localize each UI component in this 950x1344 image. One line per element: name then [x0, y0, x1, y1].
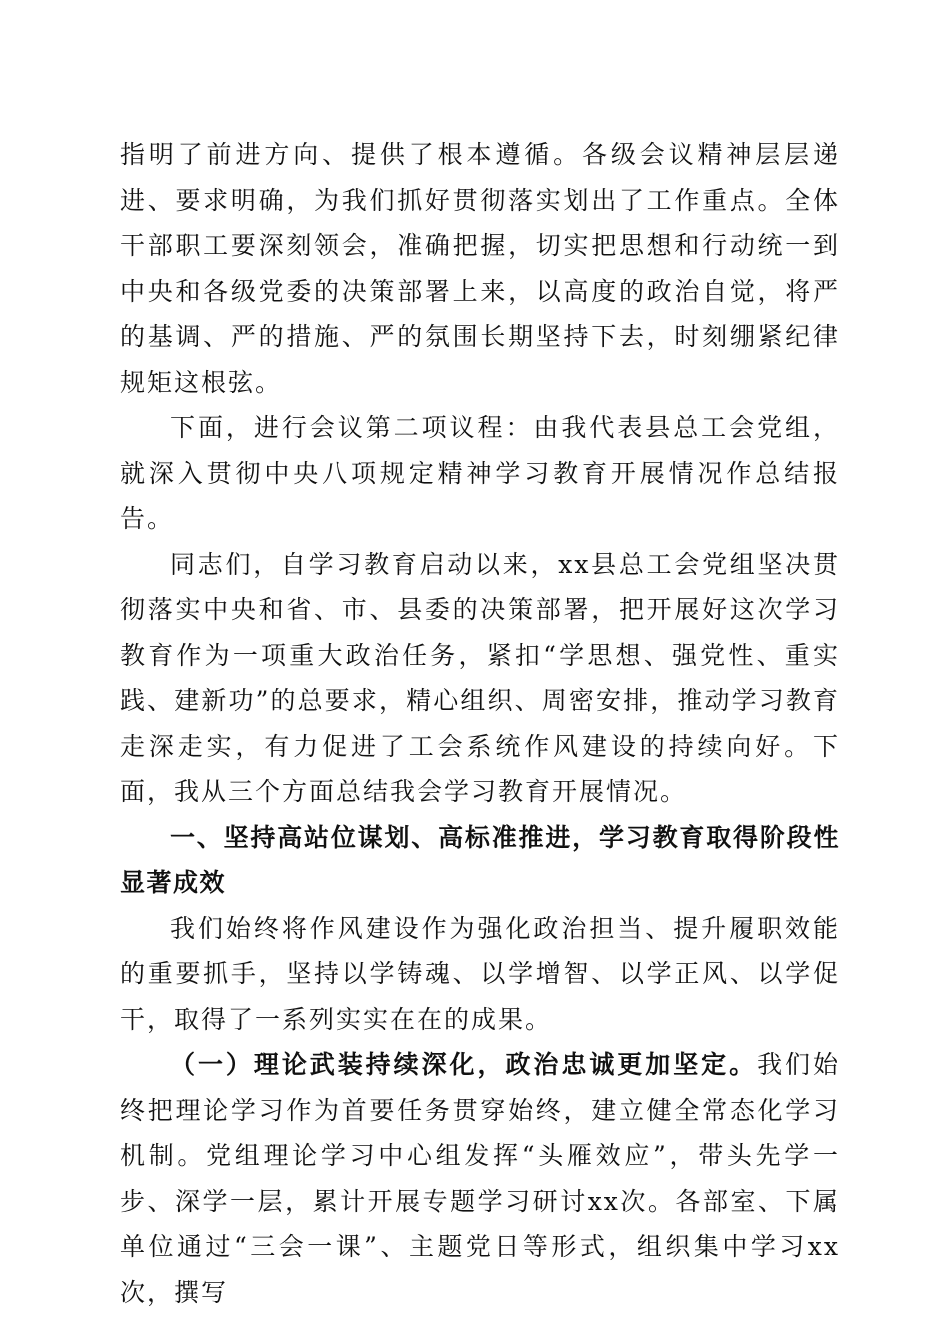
paragraph-agenda: 下面，进行会议第二项议程：由我代表县总工会党组，就深入贯彻中央八项规定精神学习教育开展情况作总结报告。: [120, 413, 840, 533]
paragraph-section-1: [120, 1042, 840, 1315]
paragraph-intro: 同志们，自学习教育启动以来，xx县总工会党组坚决贯彻落实中央和省、市、县委的决策部署，把开展好这次学习教育作为一项重大政治任务，紧扣“学思想、强党性、重实践、建新功”的总要求，精心组织、周密安排，推动学习教育走深走实，有力促进了工会系统作风建设的持续向好。下面，我从三个方面总结我会学习教育开展情况。: [120, 549, 840, 806]
subsection-title-1: （一）理论武装持续深化，政治忠诚更加坚定。: [170, 1050, 758, 1079]
paragraph-achievements: 我们始终将作风建设作为强化政治担当、提升履职效能的重要抓手，坚持以学铸魂、以学增智、以学正风、以学促干，取得了一系列实实在在的成果。: [120, 913, 840, 1034]
paragraph-continued: 指明了前进方向、提供了根本遵循。各级会议精神层层递进、要求明确，为我们抓好贯彻落实划出了工作重点。全体干部职工要深刻领会，准确把握，切实把思想和行动统一到中央和各级党委的决策部署上来，以高度的政治自觉，将严的基调、严的措施、严的氛围长期坚持下去，时刻绷紧纪律规矩这根弦。: [120, 140, 840, 397]
section-heading-1: 一、坚持高站位谋划、高标准推进，学习教育取得阶段性显著成效: [120, 822, 840, 897]
subsection-body-1: 我们始终把理论学习作为首要任务贯穿始终，建立健全常态化学习机制。党组理论学习中心组发挥“头雁效应”，带头先学一步、深学一层，累计开展专题学习研讨xx次。各部室、下属单位通过“三会一课”、主题党日等形式，组织集中学习xx次，撰写: [120, 1050, 840, 1307]
document-body: [120, 132, 840, 1315]
